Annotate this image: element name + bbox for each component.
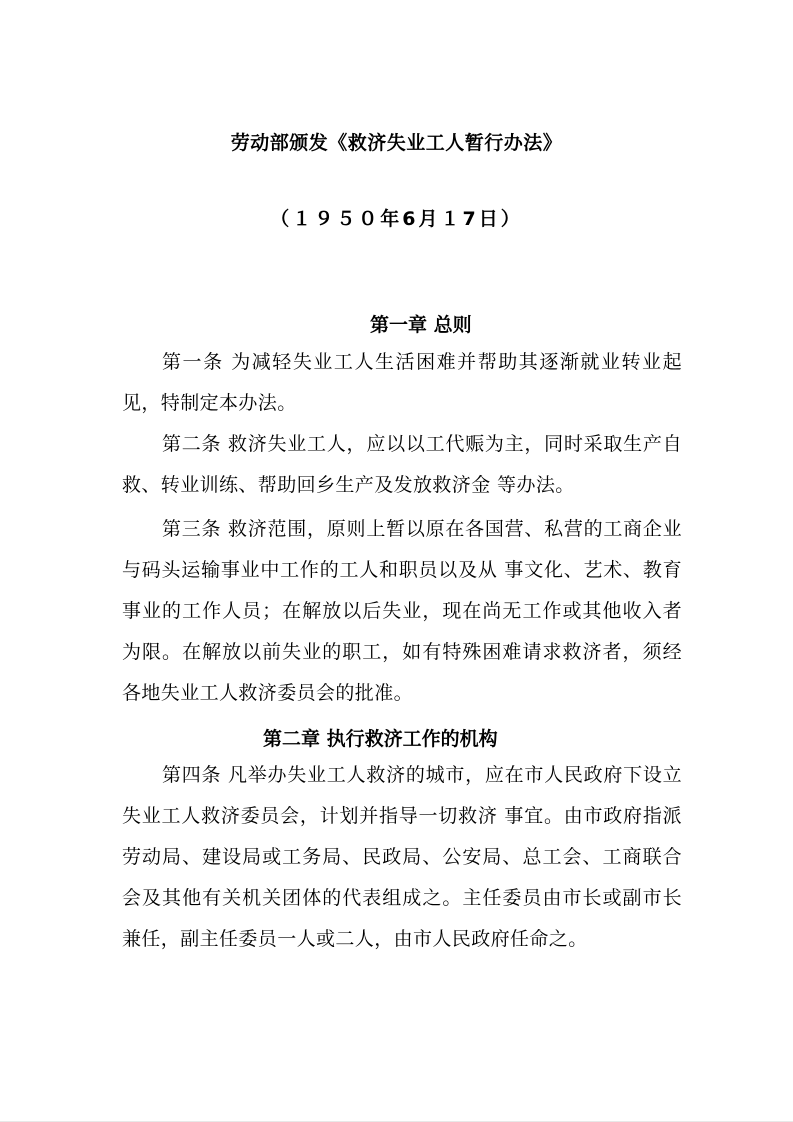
article-paragraph: 第二条 救济失业工人，应以以工代赈为主，同时采取生产自救、转业训练、帮助回乡生产及发放救济金 等办法。 <box>122 433 682 496</box>
document-date: （１９５０年6月１7日） <box>270 208 523 230</box>
article-paragraph: 第三条 救济范围，原则上暂以原在各国营、私营的工商企业与码头运输事业中工作的工人和职员以及从 事文化、艺术、教育事业的工作人员；在解放以后失业，现在尚无工作或其他收入者为限。在解放以前失业的职工，如有特殊困难请求救济者，须经各地失业工人救济委员会的批准。 <box>122 518 682 704</box>
article-paragraph: 第一条 为减轻失业工人生活困难并帮助其逐渐就业转业起见，特制定本办法。 <box>122 351 682 414</box>
chapter-heading: 第二章 执行救济工作的机构 <box>263 728 498 750</box>
document-title: 劳动部颁发《救济失业工人暂行办法》 <box>230 132 563 154</box>
chapter-heading: 第一章 总则 <box>370 314 472 336</box>
article-paragraph: 第四条 凡举办失业工人救济的城市，应在市人民政府下设立失业工人救济委员会，计划并指导一切救济 事宜。由市政府指派劳动局、建设局或工务局、民政局、公安局、总工会、工商联合会及其他有关机关团体的代表组成之。主任委员由市长或副市长兼任，副主任委员一人或二人，由市人民政府任命之。 <box>122 764 682 950</box>
